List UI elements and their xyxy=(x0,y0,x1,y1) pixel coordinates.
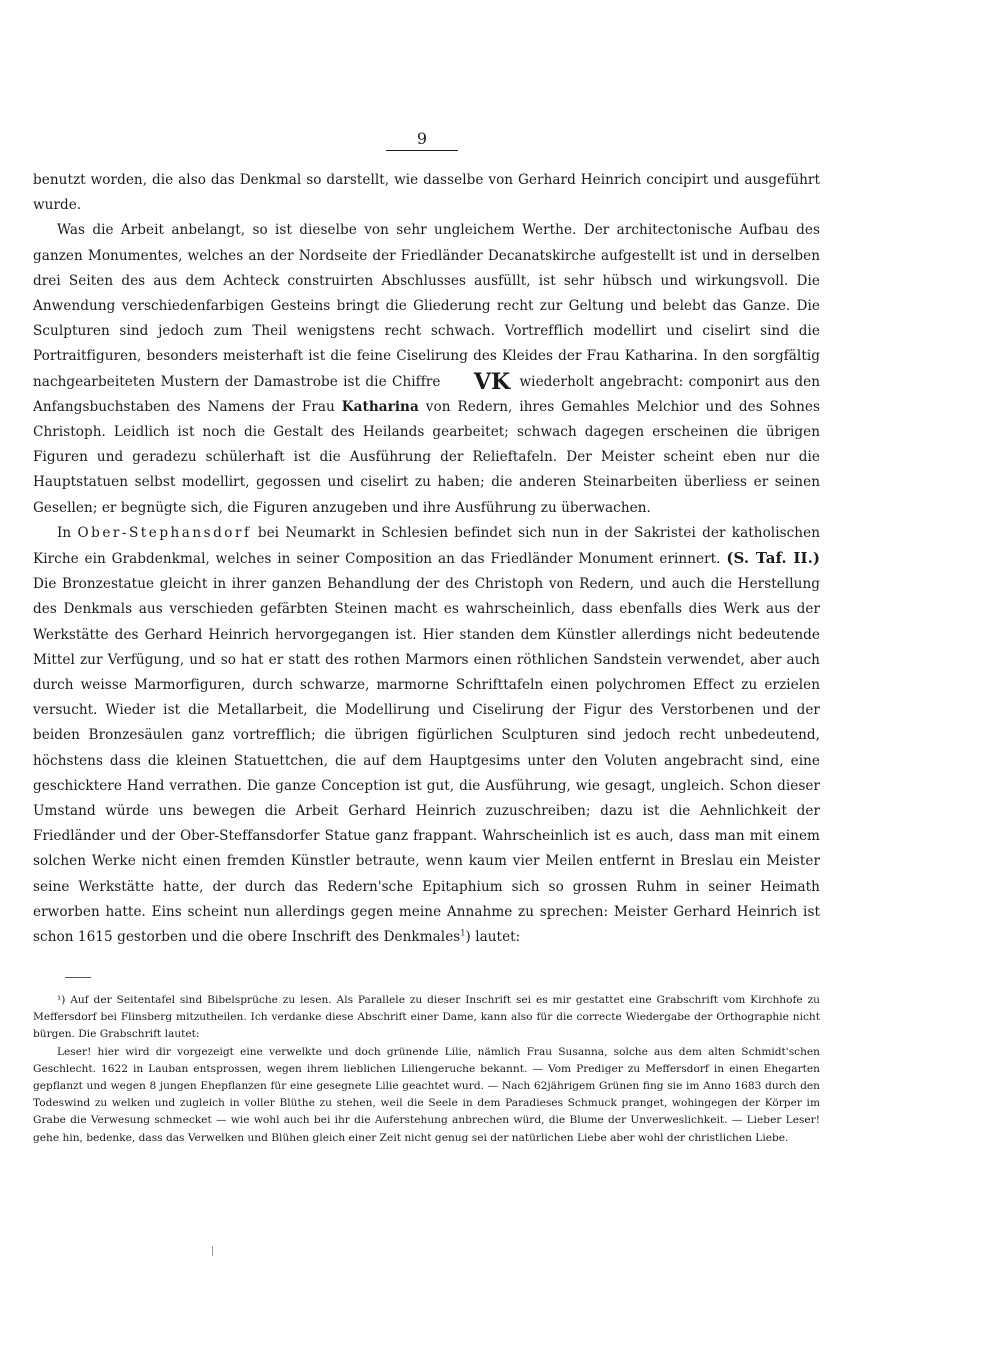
paragraph-3-part-b: bei Neumarkt in Schlesien befindet sich nun in der Sakristei der katholischen Kirche ein Grabdenkmal, welches in seiner Composition an das Friedländer Monument erinnert. xyxy=(33,524,820,568)
place-ober-stephansdorf: Ober-Stephansdorf xyxy=(77,524,252,541)
footnote-1: ¹) Auf der Seitentafel sind Bibelsprüche zu lesen. Als Parallele zu dieser Inschrift sei es mir gestattet eine Grabschrift vom Kirchhofe zu Meffersdorf bei Flinsberg mitzutheilen. Ich verdanke diese Abschrift einer Dame, kann also für die correcte Wiedergabe der Orthographie nicht bürgen. Die Grabschrift lautet: xyxy=(33,994,820,1041)
paragraph-2-part-c: von Redern, ihres Gemahles Melchior und des Sohnes Christoph. Leidlich ist noch die Gestalt des Heilands gearbeitet; schwach dagegen erscheinen die übrigen Figuren und geradezu schülerhaft ist die Ausführung der Relieftafeln. Der Meister scheint eben nur die Hauptstatuen selbst modellirt, gegossen und ciselirt zu haben; die anderen Steinarbeiten überliess er seinen Gesellen; er begnügte sich, die Figuren anzugeben und ihre Ausführung zu überwachen. xyxy=(33,398,820,516)
page-number: 9 xyxy=(416,129,428,148)
plate-reference: (S. Taf. II.) xyxy=(726,549,820,568)
monogram-cipher: VK xyxy=(473,368,511,395)
body-text xyxy=(33,168,820,950)
footnote-separator xyxy=(65,977,91,978)
footnotes xyxy=(33,992,820,1147)
paragraph-3-part-a: In xyxy=(57,524,72,541)
page-number-rule xyxy=(386,150,458,151)
footnote-epitaph: Leser! hier wird dir vorgezeigt eine verwelkte und doch grünende Lilie, nämlich Frau Susanna, solche aus dem alten Schmidt'schen Geschlecht. 1622 in Lauban entsprossen, wegen ihrem lieblichen Liliengeruche bekannt. — Vom Prediger zu Meffersdorf in einen Ehegarten gepflanzt und wegen 8 jungen Ehepflanzen für eine gesegnete Lilie geachtet wurd. — Nach 62jährigem Grünen fing sie im Anno 1683 durch den Todeswind zu welken und zugleich in voller Blüthe zu stehen, weil die Seele in dem Paradieses Schmuck pranget, wohingegen der Körper im Grabe die Verwesung schmecket — wie wohl auch bei ihr die Auferstehung anbrechen würd, die Blume der Unverweslichkeit. — Lieber Leser! gehe hin, bedenke, dass das Verwelken und Blühen gleich einer Zeit nicht genug sei der natürlichen Liebe aber wohl der christlichen Liebe. xyxy=(33,1045,820,1144)
name-katharina: Katharina xyxy=(341,398,419,415)
paragraph-1: benutzt worden, die also das Denkmal so darstellt, wie dasselbe von Gerhard Heinrich concipirt und ausgeführt wurde. xyxy=(33,172,820,214)
footnote-marker: 1 xyxy=(460,928,466,938)
paragraph-3-part-c: Die Bronzestatue gleicht in ihrer ganzen Behandlung der des Christoph von Redern, und auch die Herstellung des Denkmals aus verschieden gefärbten Steinen macht es wahrscheinlich, dass ebenfalls dies Werk aus der Werkstätte des Gerhard Heinrich hervorgegangen ist. Hier standen dem Künstler allerdings nicht bedeutende Mittel zur Verfügung, und so hat er statt des rothen Marmors einen röthlichen Sandstein verwendet, aber auch durch weisse Marmorfiguren, durch schwarze, marmorne Schrifttafeln einen polychromen Effect zu erzielen versucht. Wieder ist die Metallarbeit, die Modellirung und Ciselirung der Figur des Verstorbenen und der beiden Bronzesäulen ganz vortrefflich; die übrigen figürlichen Sculpturen sind jedoch recht unbedeutend, höchstens dass die kleinen Statuettchen, die auf dem Hauptgesims unter den Voluten angebracht sind, eine geschicktere Hand verrathen. Die ganze Conception ist gut, die Ausführung, wie gesagt, ungleich. Schon dieser Umstand würde uns bewegen die Arbeit Gerhard Heinrich zuzuschreiben; dazu ist die Aehnlichkeit der Friedländer und der Ober-Steffansdorfer Statue ganz frappant. Wahrscheinlich ist es auch, dass man mit einem solchen Werke nicht einen fremden Künstler betraute, wenn kaum vier Meilen entfernt in Breslau ein Meister seine Werkstätte hatte, der durch das Redern'sche Epitaphium sich so grossen Ruhm in seiner Heimath erworben hatte. Eins scheint nun allerdings gegen meine Annahme zu sprechen: Meister Gerhard Heinrich ist schon 1615 gestorben und die obere Inschrift des Denkmales xyxy=(33,576,820,946)
paragraph-2 xyxy=(33,218,820,520)
paragraph-3-part-d: ) lautet: xyxy=(465,929,521,946)
paragraph-3 xyxy=(33,521,820,950)
paragraph-2-part-a: Was die Arbeit anbelangt, so ist dieselbe von sehr ungleichem Werthe. Der architectonische Aufbau des ganzen Monumentes, welches an der Nordseite der Friedländer Decanatskirche aufgestellt ist und in derselben drei Seiten des aus dem Achteck construirten Abschlusses ausfüllt, ist sehr hübsch und wirkungsvoll. Die Anwendung verschiedenfarbigen Gesteins bringt die Gliederung recht zur Geltung und belebt das Ganze. Die Sculpturen sind jedoch zum Theil wenigstens recht schwach. Vortrefflich modellirt und ciselirt sind die Portraitfiguren, besonders meisterhaft ist die feine Ciselirung des Kleides der Frau Katharina. In den sorgfältig nachgearbeiteten Mustern der Damastrobe ist die Chiffre xyxy=(33,222,820,390)
scan-mark xyxy=(212,1246,213,1256)
paragraph-2-part-b: wiederholt angebracht: componirt aus den Anfangsbuchstaben des Namens der Frau xyxy=(33,373,821,415)
